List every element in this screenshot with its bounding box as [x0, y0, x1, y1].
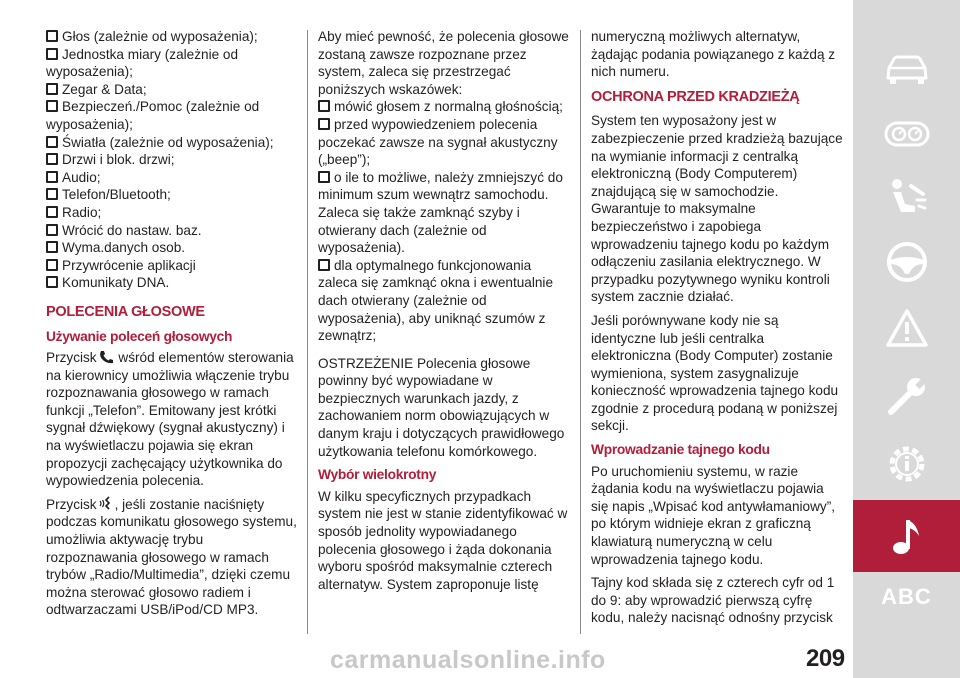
page-number: 209	[806, 645, 845, 672]
wrench-icon	[885, 374, 929, 418]
checkbox-icon	[46, 100, 58, 112]
paragraph: System ten wyposażony jest w zabezpieczenie przed kradzieżą bazujące na wymianie informacji z centralką elektroniczną (Body Computerem) znajdującą się w samochodzie. Gwarantuje to maksymalne bezpieczeństwo i zapobiega wprowadzeniu tajnego kodu po każdym odłączeniu zasilania elektrycznego. W przypadku pozytywnego wyniku kontroli system zacznie działać.	[591, 113, 843, 305]
paragraph: Jeśli porównywane kody nie są identyczne lub jeśli centralka elektroniczna (Body Computer) zostanie wymieniona, system zasygnalizuje konieczność wprowadzenia tajnego kodu zgodnie z procedurą podaną w poniższej sekcji.	[591, 312, 839, 434]
settings-list	[46, 28, 298, 292]
checkbox-icon	[46, 83, 58, 95]
sidebar-item-gauges[interactable]	[853, 98, 960, 170]
car-icon	[885, 54, 929, 86]
paragraph: Przycisk wśród elementów sterowania na kierownicy umożliwia włączenie trybu rozpoznawania głosowego w ramach funkcji „Telefon”. Emitowany jest krótki sygnał dźwiękowy (sygnał akustyczny) i na wyświetlaczu pojawia się ekran propozycji zachęcający użytkownika do wypowiedzenia polecenia.	[46, 350, 294, 489]
chapter-sidebar	[853, 0, 960, 678]
sidebar-item-driving[interactable]	[853, 226, 960, 298]
checkbox-icon	[46, 48, 58, 60]
checkbox-icon	[318, 171, 330, 183]
checkbox-icon	[318, 259, 330, 271]
section-title: POLECENIA GŁOSOWE	[46, 303, 205, 320]
subsection-title: Wprowadzanie tajnego kodu	[591, 442, 770, 458]
index-label[interactable]: ABC	[881, 584, 932, 609]
checkbox-icon	[46, 30, 58, 42]
warning-paragraph: OSTRZEŻENIE Polecenia głosowe powinny być wypowiadane w bezpiecznych warunkach jazdy, z zachowaniem norm obowiązujących w danym kraju i dotyczących prawidłowego użytkowania telefonu komórkowego.	[318, 355, 565, 459]
sidebar-item-warnings[interactable]	[853, 292, 960, 364]
music-note-icon	[887, 514, 927, 558]
seat-airbag-icon	[885, 176, 929, 220]
checkbox-icon	[46, 136, 58, 148]
warning-triangle-icon	[885, 308, 929, 348]
list-item: Audio;	[46, 169, 298, 187]
column-2	[318, 28, 570, 599]
list-item: Telefon/Bluetooth;	[46, 186, 298, 204]
checkbox-icon	[318, 118, 330, 130]
checkbox-icon	[46, 206, 58, 218]
checkbox-icon	[46, 153, 58, 165]
steering-wheel-icon	[885, 240, 929, 284]
list-item: Światła (zależnie od wyposażenia);	[46, 134, 298, 152]
list-item: mówić głosem z normalną głośnością;	[318, 98, 570, 116]
checkbox-icon	[46, 276, 58, 288]
paragraph: Tajny kod składa się z czterech cyfr od 1 do 9: aby wprowadzić pierwszą cyfrę kodu, należy nacisnąć odnośny przycisk	[591, 575, 835, 626]
watermark: carmanualsonline.info	[330, 646, 606, 674]
list-item: Przywrócenie aplikacji	[46, 257, 298, 275]
section-title: OCHRONA PRZED KRADZIEŻĄ	[591, 88, 800, 105]
checkbox-icon	[46, 224, 58, 236]
subsection-title: Wybór wielokrotny	[318, 467, 437, 483]
checkbox-icon	[46, 259, 58, 271]
list-item: Radio;	[46, 204, 298, 222]
paragraph: Po uruchomieniu systemu, w razie żądania kodu na wyświetlaczu pojawia się napis „Wpisać kod antywłamaniowy”, po którym widnieje ekran z graficzną klawiaturą numeryczną w celu wprowadzenia tajnego kodu.	[591, 463, 836, 567]
subsection-title: Używanie poleceń głosowych	[46, 328, 233, 344]
voice-command-icon	[98, 496, 114, 511]
checkbox-icon	[318, 100, 330, 112]
checkbox-icon	[46, 171, 58, 183]
list-item: Zegar & Data;	[46, 81, 298, 99]
column-3	[591, 28, 843, 633]
phone-icon	[98, 350, 114, 364]
paragraph: numeryczną możliwych alternatyw, żądając podania powiązanego z każdą z nich numeru.	[591, 29, 836, 80]
list-item: dla optymalnego funkcjonowania zaleca się zamknąć okna i ewentualnie dach otwierany (zależnie od wyposażenia), aby uniknąć szumów z zewnątrz;	[318, 257, 554, 344]
column-divider	[307, 30, 308, 634]
list-item: przed wypowiedzeniem polecenia poczekać zawsze na sygnał akustyczny („beep”);	[318, 116, 558, 168]
paragraph: W kilku specyficznych przypadkach system nie jest w stanie zidentyfikować w sposób jednolity wypowiadanego polecenia głosowego i żąda dokonania wyboru spośród maksymalnie czterech alternatyw. System zaproponuje listę	[318, 488, 568, 592]
gauges-icon	[884, 121, 930, 147]
sidebar-item-maintenance[interactable]	[853, 360, 960, 432]
sidebar-item-car[interactable]	[853, 34, 960, 106]
list-item: Bezpieczeń./Pomoc (zależnie od wyposażenia);	[46, 99, 260, 132]
list-item: Drzwi i blok. drzwi;	[46, 151, 298, 169]
checkbox-icon	[46, 241, 58, 253]
sidebar-item-technical-data[interactable]	[853, 428, 960, 500]
sidebar-item-safety[interactable]	[853, 162, 960, 234]
list-item: Głos (zależnie od wyposażenia);	[46, 28, 298, 46]
checkbox-icon	[46, 188, 58, 200]
column-1	[46, 28, 298, 625]
column-divider	[580, 30, 581, 634]
list-item: o ile to możliwe, należy zmniejszyć do minimum szum wewnątrz samochodu. Zaleca się także zamknąć szyby i otwierany dach (zależnie od wyposażenia).	[318, 169, 563, 256]
list-item: Wrócić do nastaw. baz.	[46, 222, 298, 240]
list-item: Jednostka miary (zależnie od wyposażenia);	[46, 46, 239, 80]
sidebar-item-multimedia[interactable]	[853, 500, 960, 572]
settings-info-icon	[885, 442, 929, 486]
paragraph: Aby mieć pewność, że polecenia głosowe zostaną zawsze rozpoznane przez system, zaleca się przestrzegać poniższych wskazówek:	[318, 29, 569, 97]
paragraph: Przycisk , jeśli zostanie naciśnięty podczas komunikatu głosowego systemu, umożliwia aktywację trybu rozpoznawania głosowego w ramach trybów „Radio/Multimedia”, dzięki czemu można sterować głosowo radiem i odtwarzaczami USB/iPod/CD MP3.	[46, 496, 297, 618]
list-item: Wyma.danych osob.	[46, 239, 298, 257]
list-item: Komunikaty DNA.	[46, 274, 298, 292]
